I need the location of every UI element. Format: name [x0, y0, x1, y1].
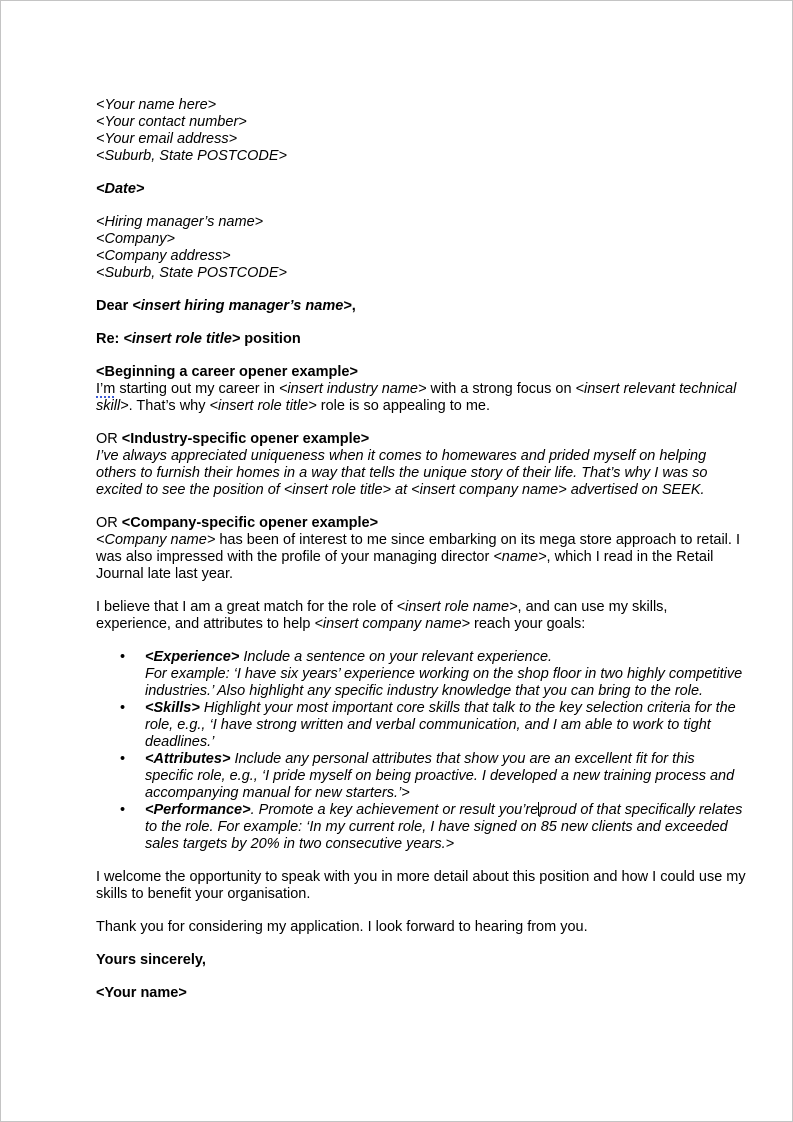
skills-keyword: <Skills>: [145, 700, 200, 716]
recipient-address: <Suburb, State POSTCODE>: [96, 265, 288, 281]
sender-email: <Your email address>: [96, 131, 238, 147]
career-opener-text: . That’s why: [128, 398, 210, 414]
career-opener-section: [96, 364, 746, 415]
salutation-prefix: Dear: [96, 298, 133, 314]
technical-skill-placeholder: <insert relevant technical skill>: [96, 381, 737, 414]
or-label: OR: [96, 515, 122, 531]
spellcheck-flagged-word[interactable]: I’m: [96, 381, 116, 397]
sender-address: <Suburb, State POSTCODE>: [96, 148, 288, 164]
career-opener-heading: <Beginning a career opener example>: [96, 364, 358, 380]
company-opener-section: [96, 515, 746, 583]
signature-name-placeholder: <Your name>: [96, 985, 187, 1001]
experience-detail: For example: ‘I have six years’ experience working on the shop floor in two highly competitive industries.’ Also highlight any specific industry knowledge that you can bring to the role.: [145, 666, 743, 699]
sender-contact-number: <Your contact number>: [96, 114, 247, 130]
sender-name: <Your name here>: [96, 97, 217, 113]
recipient-block: [96, 214, 746, 282]
experience-keyword: <Experience>: [145, 649, 240, 665]
date-line: [96, 181, 746, 198]
performance-keyword: <Performance>: [145, 802, 251, 818]
career-opener-text: with a strong focus on: [426, 381, 576, 397]
signoff-line: [96, 952, 746, 969]
industry-name-placeholder: <insert industry name>: [278, 381, 427, 397]
subject-prefix: Re:: [96, 331, 124, 347]
letter-body: [96, 97, 746, 1018]
subject-line: [96, 331, 746, 348]
closing-text: Thank you for considering my application. I look forward to hearing from you.: [96, 919, 588, 935]
industry-opener-section: [96, 431, 746, 499]
performance-text: . Promote a key achievement or result you’re: [250, 802, 539, 818]
bullet-item-skills: [145, 700, 746, 751]
salutation-line: [96, 298, 746, 315]
recipient-company: <Company>: [96, 231, 175, 247]
salutation-name-placeholder: <insert hiring manager’s name>: [132, 298, 352, 314]
company-opener-text: has been of interest to me since embarking on its mega store approach to retail. I was also impressed with the profile of your managing director: [96, 532, 740, 565]
match-text: , and can use my skills, experience, and attributes to help: [96, 599, 668, 632]
closing-paragraph-1: [96, 869, 746, 903]
company-opener-text: , which I read in the Retail Journal late last year.: [96, 549, 714, 582]
closing-paragraph-2: [96, 919, 746, 936]
role-name-placeholder: <insert role name>: [396, 599, 518, 615]
bullet-item-attributes: [145, 751, 746, 802]
company-name-placeholder: <insert company name>: [314, 616, 471, 632]
bullet-item-performance: [145, 802, 746, 853]
goals-bullet-list: [96, 649, 746, 853]
match-text: reach your goals:: [470, 616, 586, 632]
industry-opener-heading: <Industry-specific opener example>: [121, 431, 370, 447]
signature-line: [96, 985, 746, 1002]
recipient-name: <Hiring manager’s name>: [96, 214, 264, 230]
performance-text: proud of that specifically relates to the role. For example: ‘In my current role, I have signed on 85 new clients and exceeded sales targets by 20% in two consecutive years.>: [145, 802, 743, 852]
closing-text: I welcome the opportunity to speak with you in more detail about this position and how I could use my skills to benefit your organisation.: [96, 869, 746, 902]
date-placeholder: <Date>: [96, 181, 145, 197]
match-paragraph: [96, 599, 746, 633]
experience-intro: Include a sentence on your relevant experience.: [239, 649, 553, 665]
subject-suffix: position: [240, 331, 301, 347]
recipient-company-address: <Company address>: [96, 248, 231, 264]
company-opener-heading: <Company-specific opener example>: [121, 515, 379, 531]
director-name-placeholder: <name>: [493, 549, 547, 565]
bullet-item-experience: [145, 649, 746, 700]
industry-opener-body: I’ve always appreciated uniqueness when it comes to homewares and prided myself on helping others to furnish their homes in a way that tells the unique story of their life. That’s why I was so excited to see the position of <insert role title> at <insert company name> advertised on SEEK.: [96, 448, 708, 498]
career-opener-text: starting out my career in: [115, 381, 279, 397]
match-text: I believe that I am a great match for the role of: [96, 599, 397, 615]
company-name-placeholder: <Company name>: [96, 532, 216, 548]
attributes-keyword: <Attributes>: [145, 751, 231, 767]
attributes-text: Include any personal attributes that show you are an excellent fit for this specific role, e.g., ‘I pride myself on being proactive. I developed a new training process and accompanying manual for new starters.’>: [145, 751, 735, 801]
skills-text: Highlight your most important core skills that talk to the key selection criteria for the role, e.g., ‘I have strong written and verbal communication, and I am able to work to tight deadlines.’: [145, 700, 736, 750]
sender-block: [96, 97, 746, 165]
signoff-text: Yours sincerely,: [96, 952, 206, 968]
salutation-suffix: ,: [351, 298, 356, 314]
or-label: OR: [96, 431, 122, 447]
subject-role-placeholder: <insert role title>: [123, 331, 241, 347]
career-opener-text: role is so appealing to me.: [316, 398, 491, 414]
role-title-placeholder: <insert role title>: [209, 398, 317, 414]
